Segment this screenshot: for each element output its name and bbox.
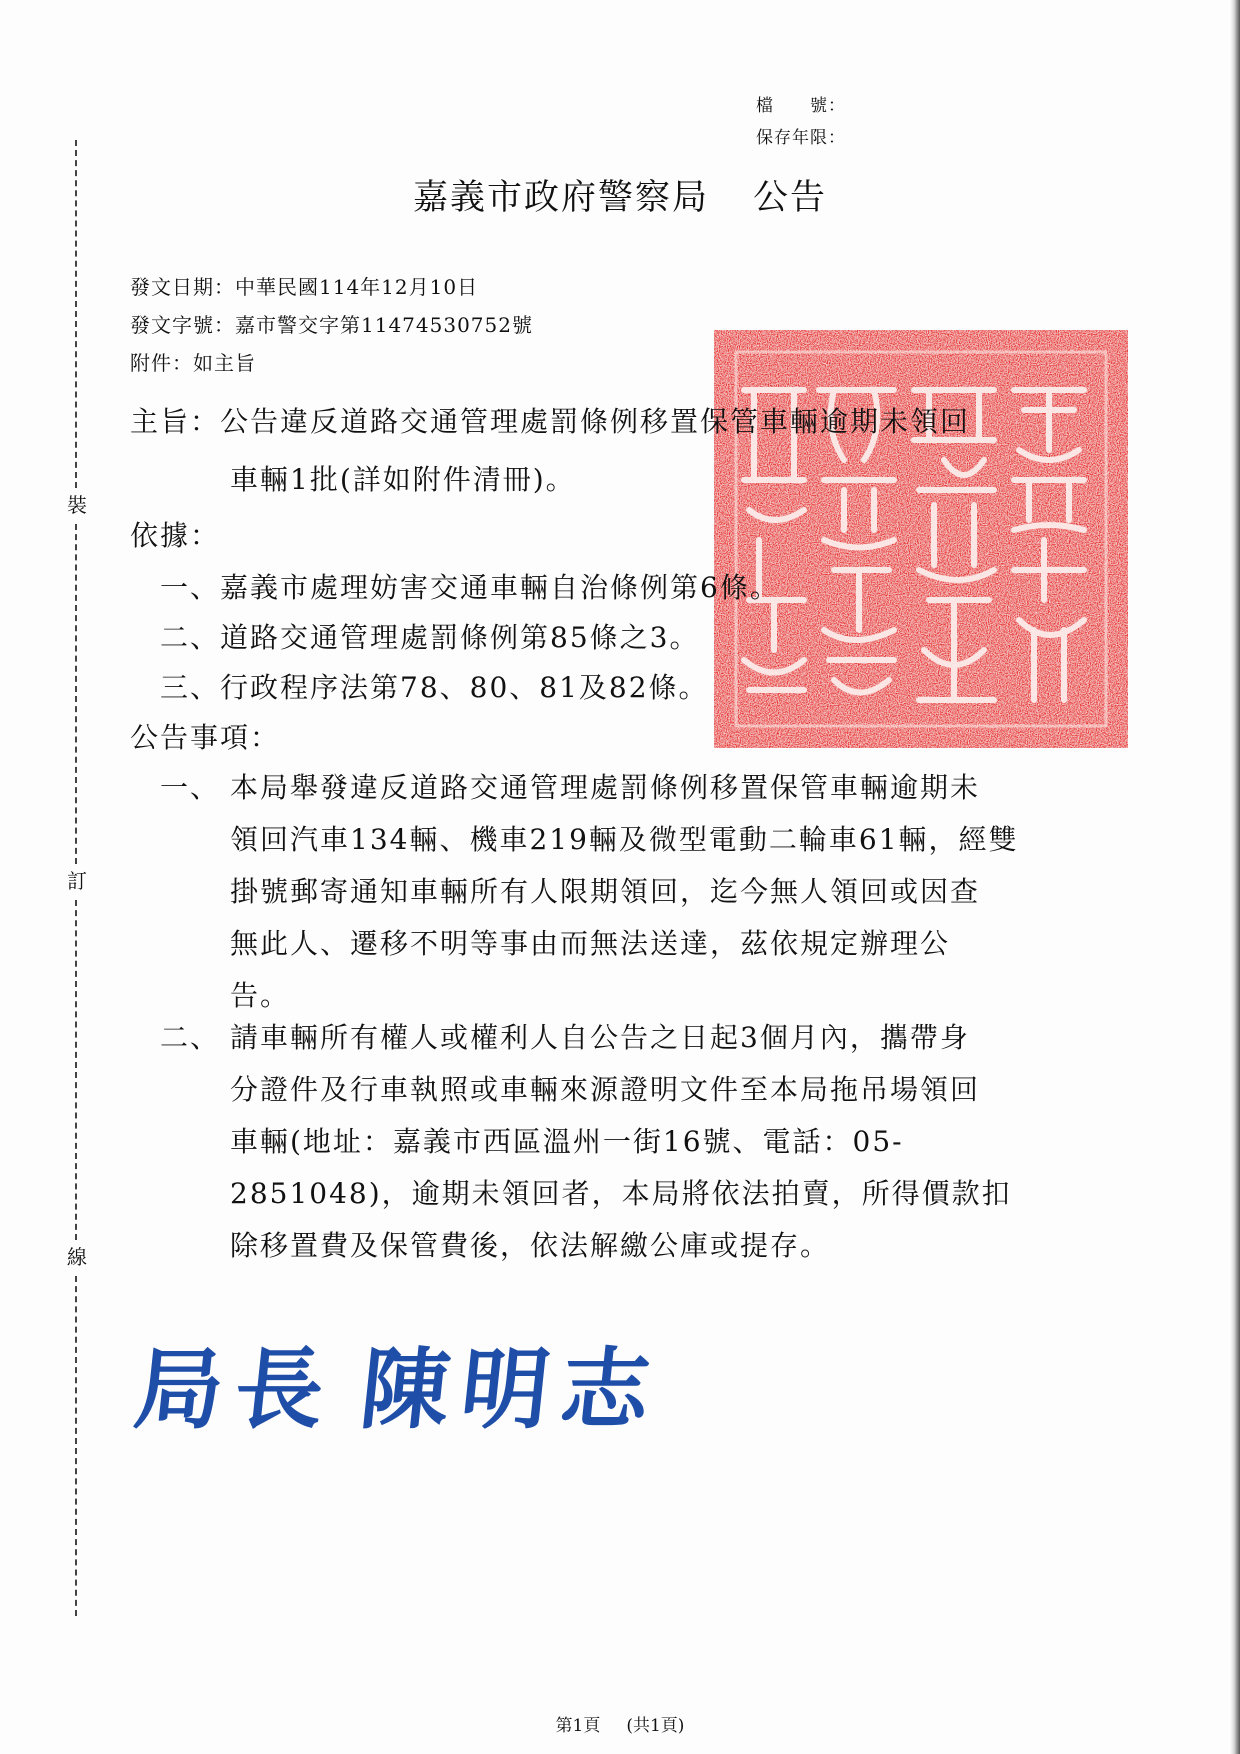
notice-item-1-line: 無此人、遷移不明等事由而無法送達，茲依規定辦理公 <box>230 927 951 960</box>
document-meta <box>130 268 533 382</box>
notice-item-2-line: 請車輛所有權人或權利人自公告之日起3個月內，攜帶身 <box>230 1021 970 1054</box>
basis-item-text: 道路交通管理處罰條例第85條之3。 <box>220 621 700 654</box>
file-number-label: 檔 號： <box>756 96 846 116</box>
basis-item-text: 行政程序法第78、80、81及82條。 <box>220 671 709 704</box>
archive-info <box>756 90 846 154</box>
notice-item-2-line: 除移置費及保管費後，依法解繳公庫或提存。 <box>230 1229 831 1262</box>
binding-dash <box>75 1276 77 1616</box>
notice-item-1-line: 領回汽車134輛、機車219輛及微型電動二輪車61輛，經雙 <box>230 823 1019 856</box>
binding-dash <box>75 524 77 864</box>
document-number: 發文字號：嘉市警交字第11474530752號 <box>130 313 533 337</box>
page-title <box>0 170 1240 220</box>
basis-item-text: 嘉義市處理妨害交通車輛自治條例第6條。 <box>220 571 780 604</box>
page-number: 第1頁 <box>555 1716 601 1736</box>
binding-line <box>62 140 92 1620</box>
notice-item-1-number: 一、 <box>160 771 221 804</box>
subject-label: 主旨： <box>130 405 221 438</box>
binding-dash <box>75 900 77 1240</box>
subject-line-1: 公告違反道路交通管理處罰條例移置保管車輛逾期未領回 <box>220 405 971 438</box>
notice-item-1-line: 本局舉發違反道路交通管理處罰條例移置保管車輛逾期未 <box>230 771 981 804</box>
basis-heading: 依據： <box>130 519 221 552</box>
notice-item-1-line: 告。 <box>230 979 291 1012</box>
notice-item-2-line: 車輛(地址：嘉義市西區溫州一街16號、電話：05- <box>230 1125 904 1158</box>
subject-line-2: 車輛1批(詳如附件清冊)。 <box>230 463 576 496</box>
scan-edge-shadow <box>1230 0 1240 1754</box>
notice-heading: 公告事項： <box>130 721 281 754</box>
binding-mark-xian: 線 <box>62 1242 92 1272</box>
retention-period-label: 保存年限： <box>756 128 846 148</box>
basis-item-number: 一、 <box>160 571 221 604</box>
basis-item-number: 二、 <box>160 621 221 654</box>
basis-item-number: 三、 <box>160 671 221 704</box>
notice-item-2-line: 2851048)，逾期未領回者，本局將依法拍賣，所得價款扣 <box>230 1177 1012 1210</box>
director-signature <box>129 1320 668 1446</box>
notice-item-2-number: 二、 <box>160 1021 221 1054</box>
signature-title: 局長 <box>129 1338 341 1441</box>
subject-section <box>130 400 970 440</box>
issuing-organization: 嘉義市政府警察局 <box>412 178 709 218</box>
basis-item <box>160 566 780 606</box>
basis-item <box>160 616 699 656</box>
basis-item <box>160 666 709 706</box>
page-total: (共1頁) <box>626 1716 685 1736</box>
official-seal <box>714 330 1128 748</box>
binding-mark-zhuang: 裝 <box>62 490 92 520</box>
notice-item-2-line: 分證件及行車執照或車輛來源證明文件至本局拖吊場領回 <box>230 1073 981 1106</box>
issue-date: 發文日期：中華民國114年12月10日 <box>130 275 479 299</box>
page-footer <box>0 1716 1240 1736</box>
attachment-note: 附件：如主旨 <box>130 351 256 375</box>
signature-name: 陳明志 <box>355 1338 667 1441</box>
document-type: 公告 <box>753 178 828 218</box>
notice-item-1-line: 掛號郵寄通知車輛所有人限期領回，迄今無人領回或因查 <box>230 875 981 908</box>
binding-mark-ding: 訂 <box>62 866 92 896</box>
